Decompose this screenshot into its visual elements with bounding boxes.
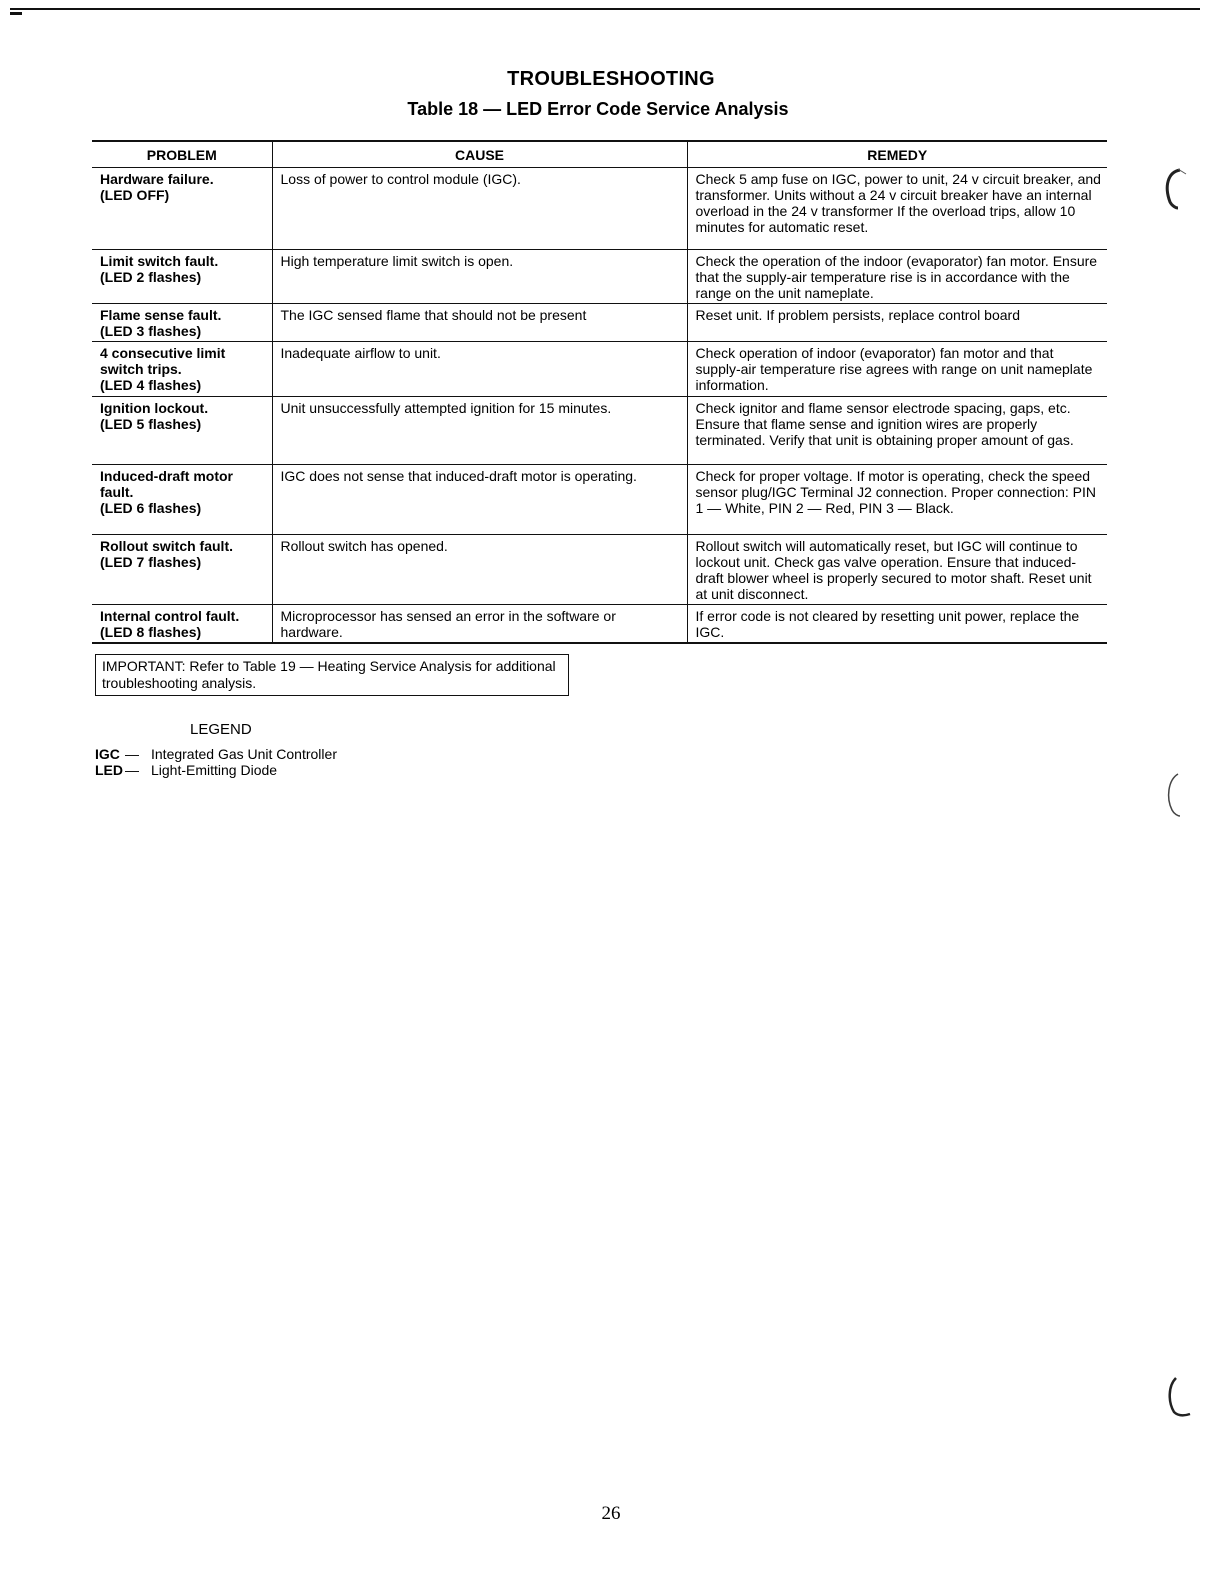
table-row	[92, 535, 1107, 605]
binder-hole-mark	[1160, 1374, 1196, 1420]
binder-hole-mark	[1158, 166, 1188, 212]
remedy-cell: Check for proper voltage. If motor is operating, check the speed sensor plug/IGC Terminal J2 connection. Proper connection: PIN 1 — White, PIN 2 — Red, PIN 3 — Black.	[687, 465, 1107, 535]
cause-cell: Unit unsuccessfully attempted ignition for 15 minutes.	[272, 397, 687, 465]
legend	[95, 746, 337, 778]
legend-item	[95, 746, 337, 762]
table-row	[92, 250, 1107, 304]
problem-cell: Flame sense fault. (LED 3 flashes)	[92, 304, 272, 342]
important-note: IMPORTANT: Refer to Table 19 — Heating Service Analysis for additional troubleshooting analysis.	[95, 654, 569, 696]
table-row	[92, 304, 1107, 342]
cause-cell: Microprocessor has sensed an error in the software or hardware.	[272, 605, 687, 644]
problem-cell: Induced-draft motor fault. (LED 6 flashes)	[92, 465, 272, 535]
cause-cell: The IGC sensed flame that should not be present	[272, 304, 687, 342]
legend-abbr: LED	[95, 762, 123, 778]
header-cause: CAUSE	[272, 141, 687, 168]
problem-cell: Internal control fault. (LED 8 flashes)	[92, 605, 272, 644]
problem-cell: Limit switch fault. (LED 2 flashes)	[92, 250, 272, 304]
table-row	[92, 342, 1107, 397]
remedy-cell: Reset unit. If problem persists, replace control board	[687, 304, 1107, 342]
header-remedy: REMEDY	[687, 141, 1107, 168]
page-number: 26	[601, 1503, 621, 1524]
table-title: Table 18 — LED Error Code Service Analysis	[407, 99, 789, 119]
problem-cell: Rollout switch fault. (LED 7 flashes)	[92, 535, 272, 605]
legend-meaning: Integrated Gas Unit Controller	[151, 746, 337, 762]
remedy-cell: Check ignitor and flame sensor electrode spacing, gaps, etc. Ensure that flame sense and ignition wires are properly terminated. Verify that unit is obtaining proper amount of gas.	[687, 397, 1107, 465]
top-rule	[10, 8, 1200, 10]
cause-cell: Inadequate airflow to unit.	[272, 342, 687, 397]
cause-cell: Loss of power to control module (IGC).	[272, 168, 687, 250]
legend-meaning: Light-Emitting Diode	[151, 762, 278, 778]
problem-cell: 4 consecutive limit switch trips. (LED 4 flashes)	[92, 342, 272, 397]
cause-cell: IGC does not sense that induced-draft motor is operating.	[272, 465, 687, 535]
table-row	[92, 168, 1107, 250]
problem-cell: Hardware failure. (LED OFF)	[92, 168, 272, 250]
table-row	[92, 605, 1107, 644]
page-title: TROUBLESHOOTING	[507, 68, 715, 90]
problem-cell: Ignition lockout. (LED 5 flashes)	[92, 397, 272, 465]
legend-item	[95, 762, 337, 778]
legend-dash: —	[125, 746, 139, 762]
binder-hole-mark	[1160, 770, 1186, 818]
cause-cell: High temperature limit switch is open.	[272, 250, 687, 304]
table-header-row	[92, 141, 1107, 168]
table-row	[92, 397, 1107, 465]
remedy-cell: Rollout switch will automatically reset, but IGC will continue to lockout unit. Check gas valve operation. Ensure that induced-draft blower wheel is properly secured to motor shaft. Reset unit at unit disconnect.	[687, 535, 1107, 605]
legend-title: LEGEND	[190, 721, 252, 738]
header-problem: PROBLEM	[92, 141, 272, 168]
remedy-cell: Check the operation of the indoor (evaporator) fan motor. Ensure that the supply-air temperature rise is in accordance with the range on the unit nameplate.	[687, 250, 1107, 304]
remedy-cell: Check operation of indoor (evaporator) fan motor and that supply-air temperature rise agrees with range on unit nameplate information.	[687, 342, 1107, 397]
table-row	[92, 465, 1107, 535]
legend-abbr: IGC	[95, 746, 120, 762]
remedy-cell: Check 5 amp fuse on IGC, power to unit, 24 v circuit breaker, and transformer. Units without a 24 v circuit breaker have an internal overload in the 24 v transformer If the overload trips, allow 10 minutes for automatic reset.	[687, 168, 1107, 250]
legend-dash: —	[125, 762, 139, 778]
remedy-cell: If error code is not cleared by resetting unit power, replace the IGC.	[687, 605, 1107, 644]
led-error-code-table	[92, 140, 1107, 644]
corner-mark	[10, 12, 22, 15]
cause-cell: Rollout switch has opened.	[272, 535, 687, 605]
